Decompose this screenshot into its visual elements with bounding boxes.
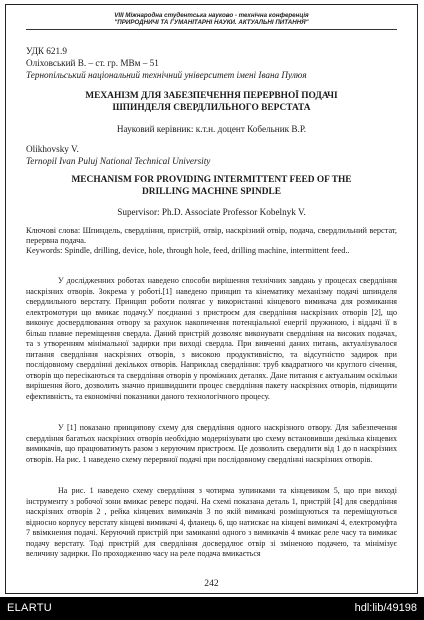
header-divider (26, 29, 397, 30)
author-en: Olikhovsky V. (26, 144, 79, 154)
body-paragraph-3: На рис. 1 наведено схему свердління з чотирма зупинками та кінцевиком 5, що при виході інструменту з робочої зони вмикає реверс подачі. На схемі показана деталь 1, пристрій [4] для свердління наскрізних отворів 2 , рейка кінцевих вимикачів 3 по якій вимикачі розміщуються та переміщуються відносно корпусу верстату кінцеві вимикачі 4, фланець 6, що натискає на кінцеві вимикачі 4, електромуфта 7 ввімкнення подачі. Керуючий пристрій при замиканні одного з вимикачів 4 вмикає реле часу та вимикає подачу верстату. Тоді пристрій для свердління досвердлює отвір зі зміненою подачею, та мінімізує величину задирки. По проходженню часу на реле подача вмикається (26, 486, 397, 559)
page-number: 242 (204, 578, 219, 589)
conference-header (6, 12, 417, 26)
title-en-line-2: DRILLING MACHINE SPINDLE (141, 187, 282, 197)
udc-code: УДК 621.9 (26, 46, 67, 56)
conference-line-1: VIII Міжнародна студентська науково - технічна конференція (114, 12, 309, 19)
author-ua: Оліховський В. – ст. гр. МВм – 51 (26, 58, 159, 68)
title-ua-line-1: МЕХАНІЗМ ДЛЯ ЗАБЕЗПЕЧЕННЯ ПЕРЕРВНОЇ ПОДАЧІ (85, 91, 338, 101)
conference-line-2: "ПРИРОДНИЧІ ТА ГУМАНІТАРНІ НАУКИ. АКТУАЛЬНІ ПИТАННЯ" (114, 19, 309, 27)
supervisor-en: Supervisor: Ph.D. Associate Professor Kobelnyk V. (117, 207, 306, 217)
document-page (5, 4, 418, 594)
keywords-en: Keywords: Spindle, drilling, device, hole, through hole, feed, drilling machine, intermittent feed.. (26, 246, 350, 255)
body-paragraph-1: У дослідженних роботах наведено способи вирішення технічних завдань у процесах свердління наскрізних отворів. Зокрема у роботі.[1] наведено принцип та кінематику механізму подачі шпинделя свердлильного верстату. Принцип роботи полягає у використанні кінцевого вимикача для розмикання електромотури що вмикає подачу.У поєднанні з пристроєм для свердління наскрізних отворів [2], що виконує досвердлювання отвору за рахунок накопичення потенціальної енергії пружиною, і віддачі її в більш плавне переміщення свердла. Даний пристрій дозволяє виконувати свердління на високих подачах, та з утворенням мінімальної задирки при виході свердла. При вивченні даних питань, актуалізувалося питання свердління наскрізних отворів, з високою продуктивністю, та відсутністю задирок при послідовному свердлінні декількох отворів. Наприклад свердління: труб квадратного чи круглого січення, отворів що пересікаються та свердління отворів у проміжних деталях. Дане питання є актуальним оскільки вирішення його, дозволить значно пришвидшити процес свердління пакету наскрізних отворів, підвищити ефективність, та економічні показники даного технологічного процесу. (26, 276, 397, 402)
repository-name: ELARTU (7, 602, 52, 614)
university-en: Ternopil Ivan Puluj National Technical University (26, 156, 211, 166)
supervisor-ua: Науковий керівник: к.т.н. доцент Кобельник В.Р. (116, 124, 307, 134)
repository-footer (0, 597, 424, 620)
body-paragraph-2: У [1] показано принципову схему для свердління одного наскрізного отвору. Для забезпечення свердління багатьох наскрізних отворів необхідно модернізувати цю схему встановивши декілька кінцевих вимикачів, що працюватимуть разом з керуючим пристроєм. Це дозволить свердлити від 1 до n наскрізних отворів. На рис. 1 наведено схему перервної подачі при послідовному свердлінні наскрізних отворів. (26, 423, 397, 464)
handle-id: hdl:lib/49198 (354, 602, 417, 614)
title-ua-line-2: ШПИНДЕЛЯ СВЕРДЛИЛЬНОГО ВЕРСТАТА (112, 103, 311, 113)
title-en-line-1: MECHANISM FOR PROVIDING INTERMITTENT FEED OF THE (71, 175, 352, 185)
university-ua: Тернопільський національний технічний університет імені Івана Пулюя (26, 70, 307, 80)
keywords-ua: Ключові слова: Шпиндель, свердління, пристрій, отвір, наскрізний отвір, подача, свердлильний верстат, перервна подача. (26, 226, 397, 246)
